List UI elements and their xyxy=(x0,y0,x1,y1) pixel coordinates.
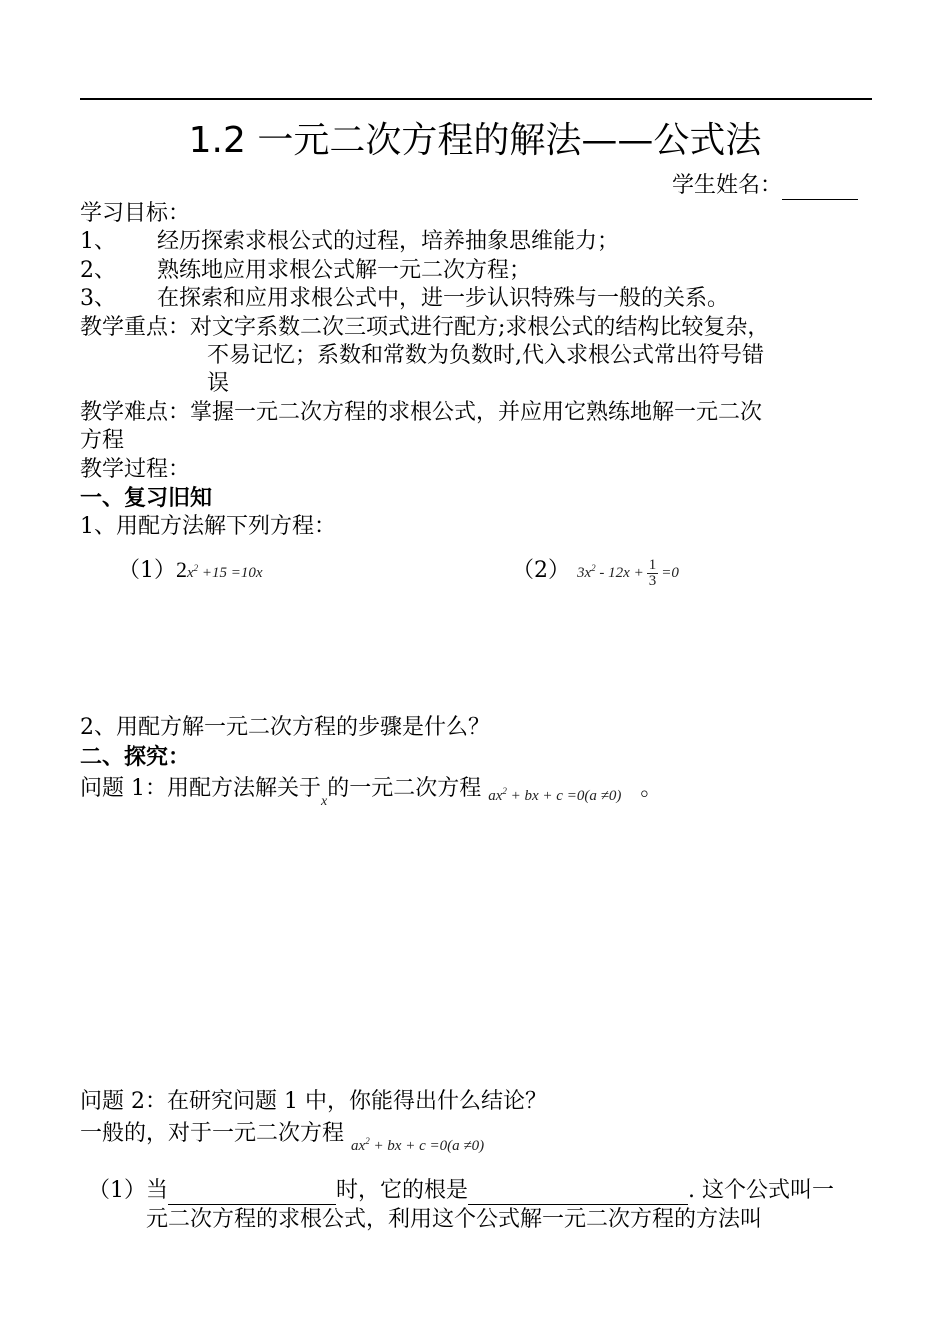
review-question-1: 1、用配方法解下列方程： xyxy=(80,514,336,539)
root-formula-blank[interactable] xyxy=(468,1182,688,1205)
difficulty-text: 掌握一元二次方程的求根公式，并应用它熟练地解一元二次 xyxy=(190,400,763,425)
problem-1-variable: x xyxy=(321,794,328,809)
difficulty-line1 xyxy=(80,399,762,427)
student-name-blank[interactable] xyxy=(782,177,858,200)
conclusion-item-1-line2: 元二次方程的求根公式，利用这个公式解一元二次方程的方法叫 xyxy=(146,1207,763,1232)
key-points-text: 对文字系数二次三项式进行配方;求根公式的结构比较复杂， xyxy=(190,315,770,340)
page-title: 1.2 一元二次方程的解法——公式法 xyxy=(188,120,762,161)
condition-blank[interactable] xyxy=(168,1182,336,1205)
objective-item xyxy=(80,257,116,285)
process-label: 教学过程： xyxy=(80,457,191,482)
difficulty-line2: 方程 xyxy=(80,428,125,453)
equation-2-math: $3x^2 - 12x$ + $\frac{1}{3}$ =0 xyxy=(577,557,679,590)
section2-heading: 二、探究： xyxy=(80,744,191,770)
equation-1-label: （1） xyxy=(118,558,176,583)
objective-text: 经历探索求根公式的过程，培养抽象思维能力； xyxy=(157,229,620,254)
objective-item xyxy=(80,228,116,256)
conclusion-item-1: （1）当 时，它的根是 . 这个公式叫一 xyxy=(88,1178,835,1203)
key-points-line2: 不易记忆；系数和常数为负数时,代入求根公式常出符号错 xyxy=(207,343,764,368)
conclusion-item-number: （1） xyxy=(88,1178,146,1203)
objective-item xyxy=(80,285,116,313)
objective-number: 1、 xyxy=(80,229,116,254)
objectives-heading: 学习目标： xyxy=(80,201,191,226)
problem-1-equation: ax2 + bx + c =0(a ≠0) xyxy=(488,786,622,804)
equation-1-coef: 2 xyxy=(176,557,187,582)
problem-2: 问题 2：在研究问题 1 中，你能得出什么结论？ xyxy=(80,1089,547,1114)
equation-2 xyxy=(512,554,679,589)
difficulty-label: 教学难点： xyxy=(80,400,191,425)
key-points-line1 xyxy=(80,314,769,342)
equation-1-math: $x^2 +15 =10x$ xyxy=(187,563,263,581)
header-rule xyxy=(80,98,872,100)
key-points-label: 教学重点： xyxy=(80,315,191,340)
equation-2-fraction: $\frac{1}{3}$ xyxy=(648,557,657,590)
objective-number: 3、 xyxy=(80,286,116,311)
key-points-line3: 误 xyxy=(207,371,230,396)
equation-1 xyxy=(118,554,263,587)
objective-text: 熟练地应用求根公式解一元二次方程； xyxy=(157,258,532,283)
student-name-label: 学生姓名： xyxy=(672,173,783,198)
equation-2-label: （2） xyxy=(512,558,570,583)
general-equation: ax2 + bx + c =0(a ≠0) xyxy=(351,1136,485,1154)
objective-text: 在探索和应用求根公式中，进一步认识特殊与一般的关系。 xyxy=(157,286,730,311)
review-question-2: 2、用配方解一元二次方程的步骤是什么？ xyxy=(80,715,490,740)
general-statement: 一般的，对于一元二次方程 $_{ax^2 + bx + c =0(a \ne 0)}$ xyxy=(80,1121,485,1154)
problem-1: 问题 1：用配方法解关于$_x$的一元二次方程 $_{ax^2 + bx + c =0(a \ne 0)}$ 。 xyxy=(80,776,663,809)
section1-heading: 一、复习旧知 xyxy=(80,485,213,511)
student-name-row xyxy=(672,172,858,200)
objective-number: 2、 xyxy=(80,258,116,283)
